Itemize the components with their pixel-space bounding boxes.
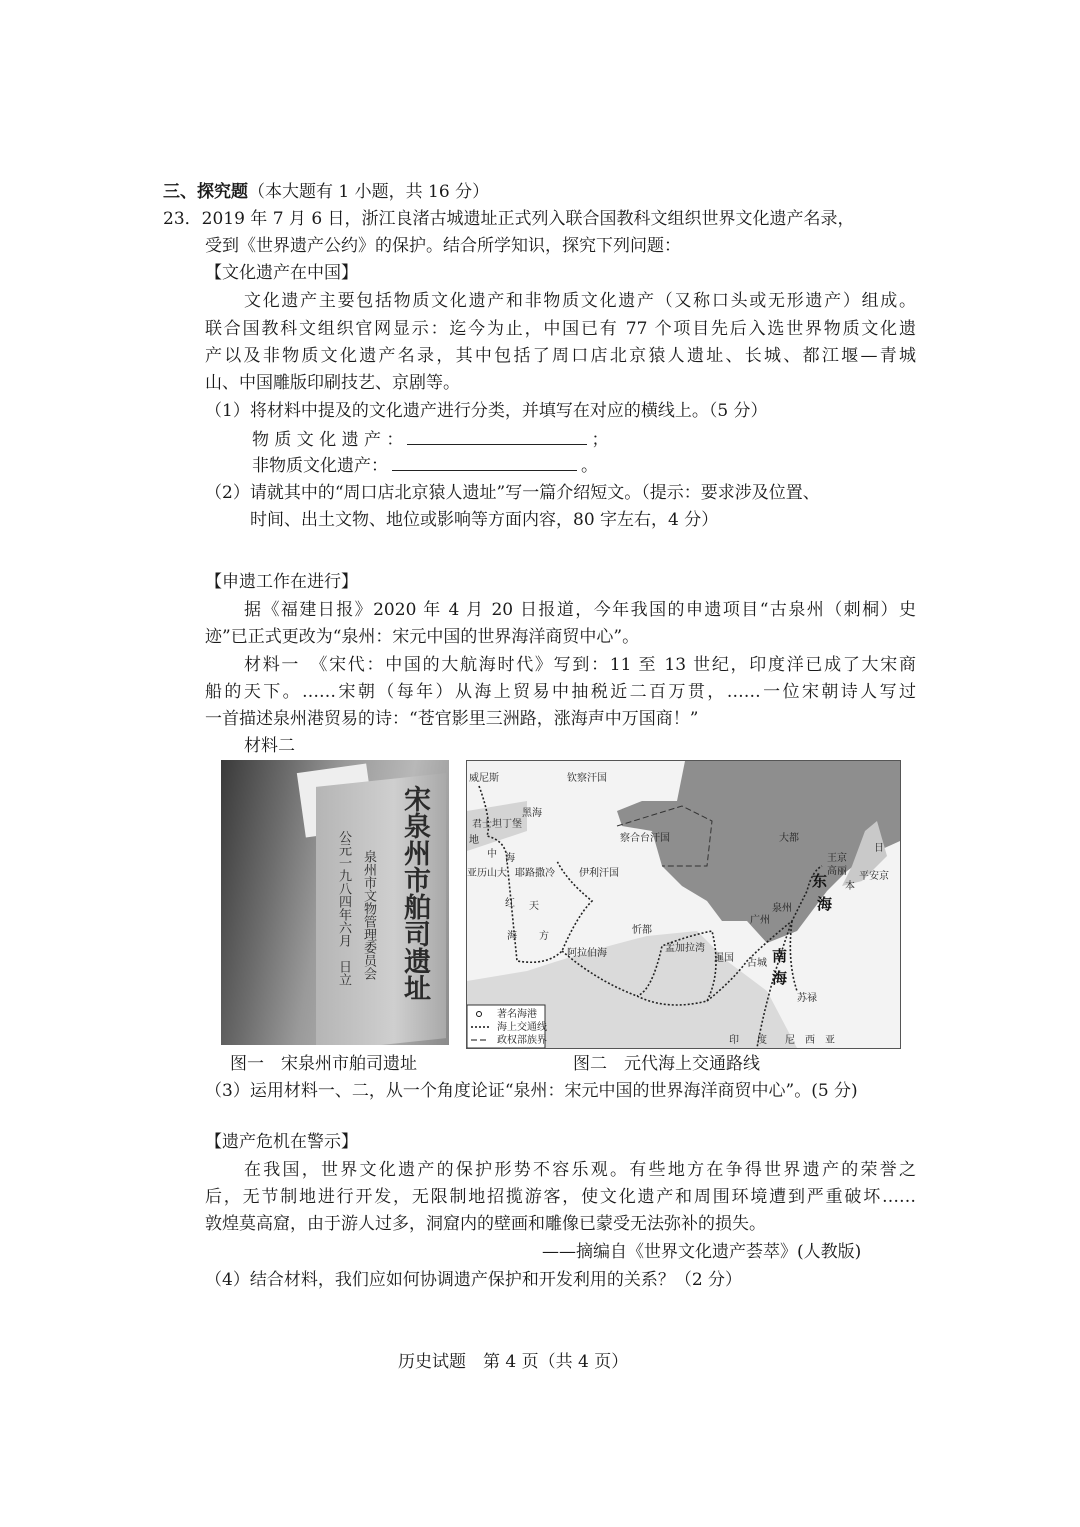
map-label: 东 xyxy=(812,872,828,890)
map-label: 南 xyxy=(772,947,788,965)
map-label: 平安京 xyxy=(859,871,889,882)
source-citation: ——摘编自《世界文化遗产荟萃》(人教版) xyxy=(542,1242,862,1262)
map-label: 印 xyxy=(729,1035,739,1046)
map-label: 日 xyxy=(874,843,884,854)
part1-text: 山、中国雕版印刷技艺、京剧等。 xyxy=(205,373,460,393)
map-label: 伊利汗国 xyxy=(579,868,619,879)
stone-side-text: 泉州市文物管理委员会 xyxy=(361,850,376,980)
part3-text: 后，无节制地进行开发，无限制地招揽游客，使文化遗产和周围环境遭到严重破坏…… xyxy=(205,1187,916,1207)
map-label: 海 xyxy=(505,853,515,864)
legend-label: 政权部族界 xyxy=(497,1035,547,1046)
part2-text: 据《福建日报》2020 年 4 月 20 日报道，今年我国的申遗项目“古泉州（刺桐）史 xyxy=(244,600,916,620)
map-label: 占城 xyxy=(747,958,767,969)
question-3: （3）运用材料一、二，从一个角度论证“泉州：宋元中国的世界海洋商贸中心”。(5 分) xyxy=(205,1081,858,1101)
map-label: 天 xyxy=(529,901,539,912)
material-2-label: 材料二 xyxy=(244,736,295,756)
answer-blank[interactable] xyxy=(392,454,577,471)
part1-text: 产以及非物质文化遗产名录，其中包括了周口店北京猿人遗址、长城、都江堰—青城 xyxy=(205,346,916,366)
map-label: 地 xyxy=(469,835,479,846)
legend-label: 著名海港 xyxy=(497,1009,537,1020)
legend-label: 海上交通线 xyxy=(497,1022,547,1033)
map-label: 暹国 xyxy=(714,953,734,964)
section-heading xyxy=(163,181,489,203)
question-1: （1）将材料中提及的文化遗产进行分类，并填写在对应的横线上。（5 分） xyxy=(205,401,768,421)
punct: 。 xyxy=(581,456,598,476)
answer-blank[interactable] xyxy=(407,428,587,445)
answer-line-intangible xyxy=(252,454,598,477)
part3-text: 在我国，世界文化遗产的保护形势不容乐观。有些地方在争得世界遗产的荣誉之 xyxy=(244,1160,916,1180)
map-label: 中 xyxy=(487,849,497,860)
part2-heading: 【申遗工作在进行】 xyxy=(205,572,358,592)
answer-label: 非物质文化遗产： xyxy=(252,456,388,476)
map-label: 海 xyxy=(507,931,517,942)
map-label: 广州 xyxy=(750,915,770,926)
map-label: 苏禄 xyxy=(797,993,817,1004)
map-label: 王京 xyxy=(827,853,847,864)
map-label: 忻都 xyxy=(632,925,652,936)
section-note: （本大题有 1 小题，共 16 分） xyxy=(248,182,490,202)
answer-line-material xyxy=(252,428,608,451)
map-label: 大都 xyxy=(779,833,799,844)
map-label: 高丽 xyxy=(827,866,847,877)
map-label: 度 xyxy=(757,1035,767,1046)
map-label: 耶路撒冷 xyxy=(515,868,555,879)
question-2-cont: 时间、出土文物、地位或影响等方面内容，80 字左右，4 分） xyxy=(250,510,719,530)
map-label: 察合台汗国 xyxy=(620,833,670,844)
map-label: 阿拉伯海 xyxy=(567,948,607,959)
map-label: 亚历山大 xyxy=(467,868,507,879)
material-1: 一首描述泉州港贸易的诗：“苍官影里三洲路，涨海声中万国商！” xyxy=(205,709,699,729)
map-label: 黑海 xyxy=(522,808,542,819)
map-svg xyxy=(467,761,900,1048)
map-label: 尼 xyxy=(785,1035,795,1046)
map-label: 红 xyxy=(505,898,515,909)
question-intro-line2: 受到《世界遗产公约》的保护。结合所学知识，探究下列问题： xyxy=(205,236,681,256)
section-title: 三、探究题 xyxy=(163,182,248,202)
map-legend xyxy=(467,1005,547,1048)
figure-1-caption: 图一 宋泉州市舶司遗址 xyxy=(230,1054,417,1074)
stone-date-text: 公元一九八四年六月 日立 xyxy=(336,830,351,986)
map-label: 本 xyxy=(845,881,855,892)
part1-heading: 【文化遗产在中国】 xyxy=(205,263,358,283)
map-label: 西 xyxy=(805,1035,815,1046)
question-2: （2）请就其中的“周口店北京猿人遗址”写一篇介绍短文。（提示：要求涉及位置、 xyxy=(205,483,820,503)
photo-shibosi-site xyxy=(221,760,449,1045)
map-yuan-sea-routes xyxy=(466,760,901,1049)
map-label: 方 xyxy=(539,931,549,942)
question-intro-line1 xyxy=(163,208,915,230)
intro-text: 2019 年 7 月 6 日，浙江良渚古城遗址正式列入联合国教科文组织世界文化遗产名录， xyxy=(201,209,855,229)
map-label: 泉州 xyxy=(772,903,792,914)
answer-label: 物 质 文 化 遗 产 ： xyxy=(252,430,404,450)
map-label: 君士坦丁堡 xyxy=(472,819,522,830)
question-number: 23． xyxy=(163,209,202,229)
map-label: 钦察汗国 xyxy=(567,773,607,784)
map-label: 海 xyxy=(772,969,788,987)
part3-text: 敦煌莫高窟，由于游人过多，洞窟内的壁画和雕像已蒙受无法弥补的损失。 xyxy=(205,1214,766,1234)
part1-text: 联合国教科文组织官网显示：迄今为止，中国已有 77 个项目先后入选世界物质文化遗 xyxy=(205,319,916,339)
map-label: 海 xyxy=(817,895,833,913)
page-footer: 历史试题 第 4 页（共 4 页） xyxy=(398,1352,629,1372)
part2-text: 迹”已正式更改为“泉州：宋元中国的世界海洋商贸中心”。 xyxy=(205,627,640,647)
material-1: 船的天下。……宋朝（每年）从海上贸易中抽税近二百万贯，……一位宋朝诗人写过 xyxy=(205,682,916,702)
material-1: 材料一 《宋代：中国的大航海时代》写到：11 至 13 世纪，印度洋已成了大宋商 xyxy=(244,655,916,675)
stone-inscription: 宋泉州市舶司遗址 xyxy=(399,785,430,1001)
part1-text: 文化遗产主要包括物质文化遗产和非物质文化遗产（又称口头或无形遗产）组成。 xyxy=(244,291,916,311)
punct: ； xyxy=(591,430,609,450)
map-label: 威尼斯 xyxy=(469,773,499,784)
map-label: 亚 xyxy=(825,1035,835,1046)
part3-heading: 【遗产危机在警示】 xyxy=(205,1132,358,1152)
map-label: 孟加拉湾 xyxy=(665,943,705,954)
figure-2-caption: 图二 元代海上交通路线 xyxy=(573,1054,760,1074)
question-4: （4）结合材料，我们应如何协调遗产保护和开发利用的关系？（2 分） xyxy=(205,1270,743,1290)
